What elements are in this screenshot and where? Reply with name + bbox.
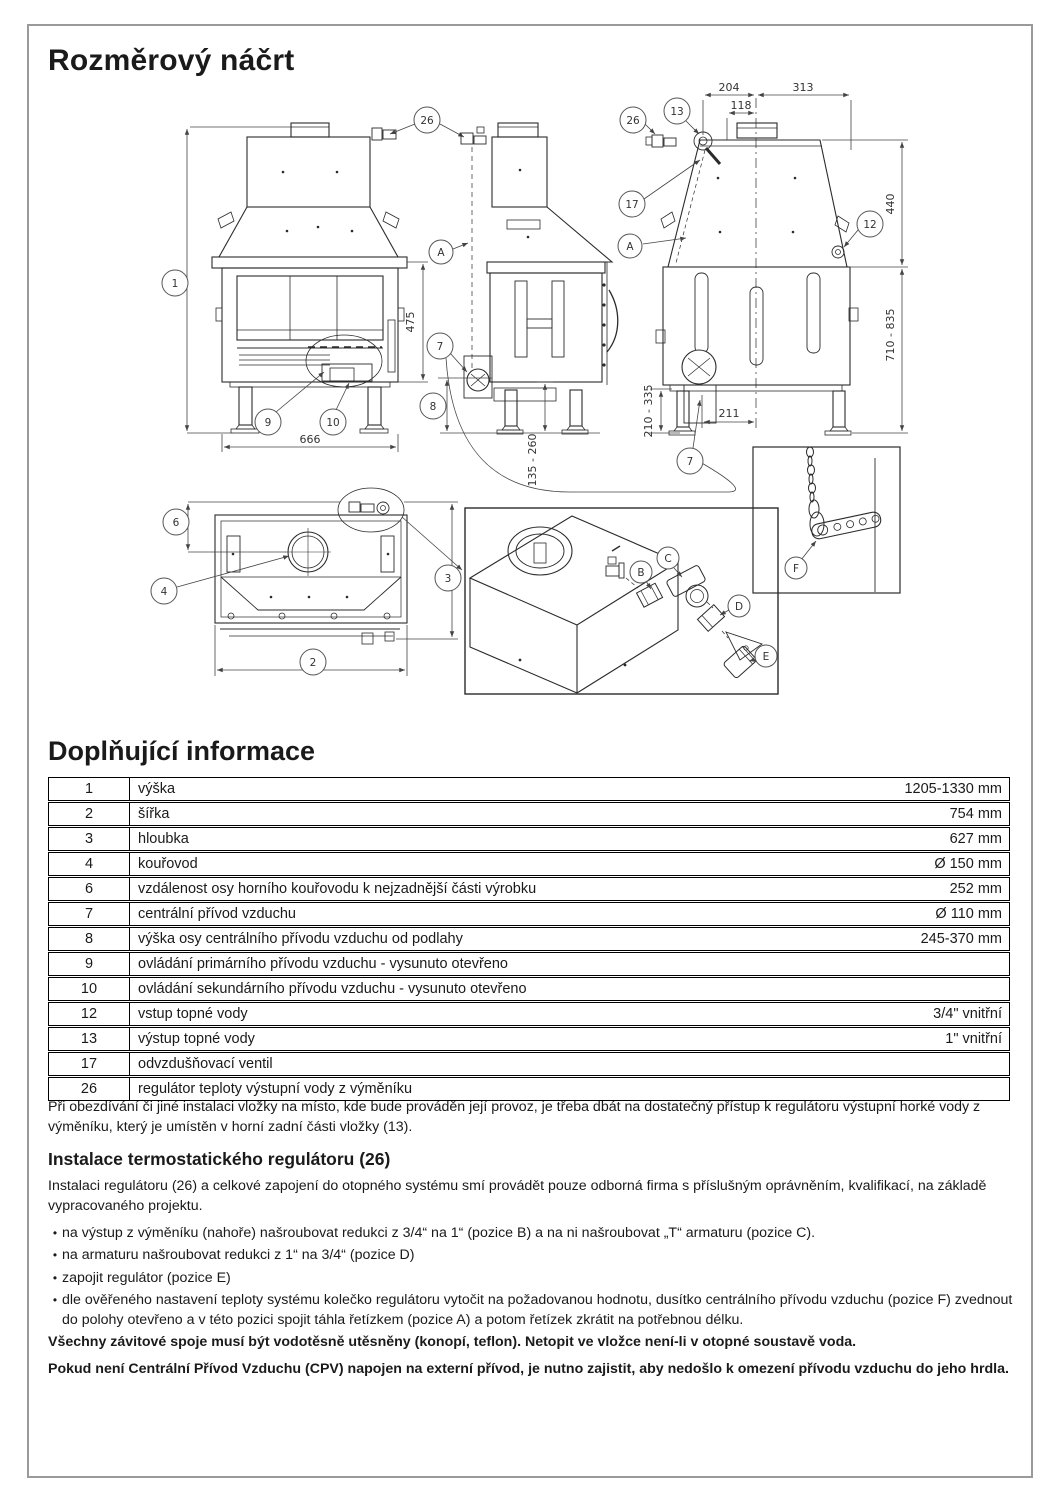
row-desc: kouřovod xyxy=(138,856,198,872)
list-item xyxy=(48,1224,1014,1244)
top-view xyxy=(215,488,407,644)
bullet-icon: • xyxy=(52,1293,58,1308)
balloon-a-rear xyxy=(618,234,642,258)
svg-text:C: C xyxy=(664,553,672,565)
balloon-a-side xyxy=(429,240,453,264)
row-desc: centrální přívod vzduchu xyxy=(138,906,296,922)
row-desc: výstup topné vody xyxy=(138,1031,255,1047)
f-leader xyxy=(801,541,816,560)
svg-text:17: 17 xyxy=(625,199,639,211)
svg-text:7: 7 xyxy=(686,456,694,468)
technical-drawing xyxy=(0,0,1060,730)
row-desc: vstup topné vody xyxy=(138,1006,248,1022)
svg-text:26: 26 xyxy=(626,115,640,127)
balloon-3 xyxy=(435,565,461,591)
row-number: 12 xyxy=(49,1003,130,1025)
balloon-1 xyxy=(162,270,188,296)
table-row xyxy=(48,827,1010,851)
install-paragraph: Instalaci regulátoru (26) a celkové zapojení do otopného systému smí provádět pouze odborná firma s příslušným oprávněním, kvalifikací, na základě vypracovaného projektu. xyxy=(48,1178,987,1214)
list-item xyxy=(48,1246,1014,1266)
balloon-8 xyxy=(420,393,446,419)
balloon-4 xyxy=(151,578,177,604)
rear-view xyxy=(646,98,858,435)
row-value: Ø 110 mm xyxy=(935,906,1002,922)
install-title: Instalace termostatického regulátoru (26) xyxy=(48,1149,391,1170)
svg-text:8: 8 xyxy=(429,401,437,413)
access-note: Při obezdívání či jiné instalaci vložky na místo, kde bude prováděn její provoz, je třeba dbát na dostatečný přístup k regulátoru výstupní horké vody z výměníku, který je umístěn v horní zadní části vložky (13). xyxy=(48,1099,981,1135)
table-row xyxy=(48,852,1010,876)
row-value: 754 mm xyxy=(949,806,1002,822)
section-title: Doplňující informace xyxy=(48,736,316,766)
table-row xyxy=(48,877,1010,901)
row-number: 10 xyxy=(49,978,130,1000)
row-value: 245-370 mm xyxy=(920,931,1002,947)
svg-text:10: 10 xyxy=(326,417,340,429)
row-number: 13 xyxy=(49,1028,130,1050)
svg-text:A: A xyxy=(437,247,445,259)
dim-666: 666 xyxy=(299,433,321,446)
svg-text:D: D xyxy=(734,601,744,613)
table-row xyxy=(48,1002,1010,1026)
table-row xyxy=(48,1027,1010,1051)
bullet-text: na výstup z výměníku (nahoře) našroubovat redukci z 3/4“ na 1“ (pozice B) a na ni našroubovat „T“ armaturu (pozice C). xyxy=(62,1224,816,1241)
row-number: 9 xyxy=(49,953,130,975)
svg-text:2: 2 xyxy=(309,657,317,669)
svg-text:A: A xyxy=(626,241,634,253)
dim-118: 118 xyxy=(730,99,752,112)
row-number: 8 xyxy=(49,928,130,950)
balloon-d xyxy=(728,595,750,617)
svg-text:9: 9 xyxy=(264,417,272,429)
balloon-7-rear xyxy=(677,448,703,474)
row-desc: vzdálenost osy horního kouřovodu k nejzadnější části výrobku xyxy=(138,881,537,897)
warning-cpv: Pokud není Centrální Přívod Vzduchu (CPV) napojen na externí přívod, je nutno zajistit, aby nedošlo k omezení přívodu vzduchu do jeho hrdla. xyxy=(48,1361,1009,1378)
balloon-7-side xyxy=(427,333,453,359)
balloon-c xyxy=(657,547,679,569)
balloon-26-front xyxy=(414,107,440,133)
list-item xyxy=(48,1269,1014,1289)
table-row xyxy=(48,927,1010,951)
top-dimensions xyxy=(177,502,462,676)
list-item xyxy=(48,1291,1014,1330)
row-number: 4 xyxy=(49,853,130,875)
balloon-13 xyxy=(664,98,690,124)
dim-210-335: 210 - 335 xyxy=(642,384,655,438)
spec-table xyxy=(48,777,1010,1102)
side-view xyxy=(461,123,618,434)
row-number: 26 xyxy=(49,1078,130,1100)
row-number: 17 xyxy=(49,1053,130,1075)
dim-313: 313 xyxy=(792,81,814,94)
row-value: Ø 150 mm xyxy=(934,856,1002,872)
balloon-e xyxy=(755,645,777,667)
row-number: 7 xyxy=(49,903,130,925)
svg-text:3: 3 xyxy=(444,573,452,585)
bullet-text: na armaturu našroubovat redukci z 1“ na 3/4“ (pozice D) xyxy=(62,1247,415,1264)
rear-dimensions xyxy=(643,95,908,448)
page-title: Rozměrový náčrt xyxy=(48,44,295,77)
dim-475: 475 xyxy=(404,311,417,333)
table-row xyxy=(48,802,1010,826)
svg-text:12: 12 xyxy=(863,219,877,231)
bullet-icon: • xyxy=(52,1248,58,1263)
row-number: 6 xyxy=(49,878,130,900)
dim-135-260: 135 - 260 xyxy=(526,433,539,487)
row-desc: hloubka xyxy=(138,831,189,847)
svg-text:4: 4 xyxy=(160,586,168,598)
row-number: 1 xyxy=(49,778,130,800)
row-desc: odvzdušňovací ventil xyxy=(138,1056,273,1072)
row-desc: šířka xyxy=(138,806,170,822)
table-row xyxy=(48,1052,1010,1076)
row-desc: výška xyxy=(138,781,176,797)
bullet-icon: • xyxy=(52,1270,58,1285)
svg-text:B: B xyxy=(637,567,645,579)
row-desc: výška osy centrálního přívodu vzduchu od podlahy xyxy=(138,931,463,947)
bullet-text: zapojit regulátor (pozice E) xyxy=(62,1269,231,1286)
dim-211: 211 xyxy=(718,407,740,420)
warning-seals: Všechny závitové spoje musí být vodotěsně utěsněny (konopí, teflon). Netopit ve vložce není-li v otopné soustavě voda. xyxy=(48,1334,857,1351)
balloon-12 xyxy=(857,211,883,237)
balloon-17 xyxy=(619,191,645,217)
row-value xyxy=(1002,978,1009,1000)
row-value: 1" vnitřní xyxy=(945,1031,1002,1047)
balloon-f xyxy=(785,557,807,579)
row-desc: ovládání sekundárního přívodu vzduchu - vysunuto otevřeno xyxy=(138,981,527,997)
svg-text:1: 1 xyxy=(171,278,179,290)
balloon-26-rear xyxy=(620,107,646,133)
row-number: 2 xyxy=(49,803,130,825)
svg-text:26: 26 xyxy=(420,115,434,127)
row-value xyxy=(1002,1053,1009,1075)
table-row xyxy=(48,902,1010,926)
table-row xyxy=(48,952,1010,976)
dim-204: 204 xyxy=(718,81,740,94)
row-value xyxy=(1002,953,1009,975)
balloon-10 xyxy=(320,409,346,435)
front-view xyxy=(212,123,407,433)
balloon-2 xyxy=(300,649,326,675)
svg-text:7: 7 xyxy=(436,341,444,353)
svg-text:E: E xyxy=(762,651,770,663)
dim-710-835: 710 - 835 xyxy=(884,308,897,362)
row-value xyxy=(1002,1078,1009,1100)
bullet-text: dle ověřeného nastavení teploty systému kolečko regulátoru vytočit na požadovanou hodnotu, dusítko centrálního přívodu vzduchu (pozice F) zvednout do polohy otevřeno a v této pozici spojit táhla řetízkem (pozice A) a potom řetízek zkrátit na potřebnou délku. xyxy=(62,1292,1013,1328)
svg-text:6: 6 xyxy=(172,517,180,529)
row-value: 627 mm xyxy=(949,831,1002,847)
row-value: 3/4" vnitřní xyxy=(933,1006,1002,1022)
table-row xyxy=(48,977,1010,1001)
notes-section xyxy=(48,1098,1014,1387)
balloon-9 xyxy=(255,409,281,435)
balloon-6 xyxy=(163,509,189,535)
svg-text:F: F xyxy=(792,563,800,575)
row-value: 1205-1330 mm xyxy=(904,781,1002,797)
table-row xyxy=(48,777,1010,801)
row-desc: regulátor teploty výstupní vody z výměníku xyxy=(138,1081,413,1097)
bullet-icon: • xyxy=(52,1225,58,1240)
row-number: 3 xyxy=(49,828,130,850)
row-desc: ovládání primárního přívodu vzduchu - vysunuto otevřeno xyxy=(138,956,508,972)
chain-detail xyxy=(753,447,900,593)
balloons xyxy=(151,98,883,675)
dim-440: 440 xyxy=(884,193,897,215)
svg-text:13: 13 xyxy=(670,106,684,118)
row-value: 252 mm xyxy=(949,881,1002,897)
balloon-b xyxy=(630,561,652,583)
